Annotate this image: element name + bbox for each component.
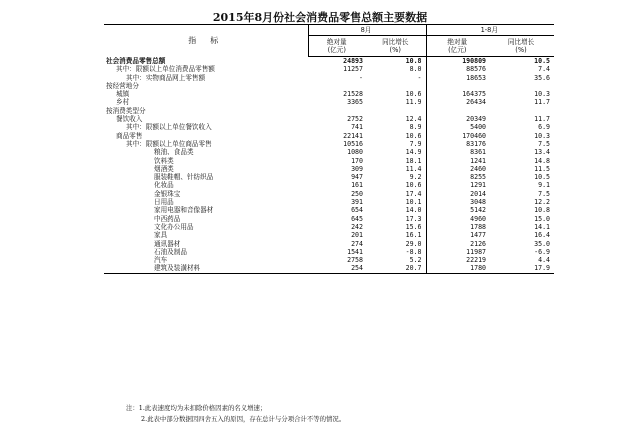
ytd-abs-value: 11987	[466, 247, 487, 256]
footnote-1: 注：1.此表速度均为未扣除价格因素的名义增速；	[126, 404, 267, 412]
table-row	[104, 90, 554, 98]
aug-growth-value	[367, 82, 426, 90]
growth-header-ytd: 同比增长 (%)	[490, 36, 554, 57]
aug-abs-value: 242	[351, 222, 363, 231]
ytd-abs-value: 83176	[466, 139, 487, 148]
ytd-abs-value	[426, 82, 490, 90]
table-row	[104, 74, 554, 82]
aug-abs-value: 391	[351, 198, 363, 207]
table-row	[104, 198, 554, 206]
ytd-abs-value: 190809	[462, 57, 487, 65]
row-label: 餐饮收入	[116, 115, 143, 124]
ytd-abs-value: 2460	[470, 164, 487, 173]
aug-abs-value: 947	[351, 173, 363, 182]
ytd-growth-value: 17.9	[490, 264, 554, 273]
aug-growth-value: 17.4	[367, 190, 426, 198]
aug-abs-value: 250	[351, 189, 363, 198]
table-row	[104, 82, 554, 90]
footnotes	[126, 403, 345, 425]
ytd-abs-value: 8361	[470, 148, 487, 157]
ytd-growth-value: -6.9	[534, 247, 551, 256]
aug-abs-value: 2758	[347, 256, 363, 265]
row-label: 烟酒类	[154, 164, 174, 173]
aug-growth-value: 8.0	[367, 65, 426, 73]
ytd-abs-value: 2014	[470, 189, 487, 198]
table-row	[104, 65, 554, 73]
aug-growth-value: 8.9	[367, 123, 426, 131]
row-label: 其中：限额以上单位消费品零售额	[116, 65, 215, 74]
row-label: 其中：限额以上单位餐饮收入	[126, 123, 212, 132]
row-label: 社会消费品零售总额	[106, 56, 166, 65]
table-row	[104, 240, 554, 248]
table-row	[104, 248, 554, 256]
aug-growth-value: 17.3	[367, 215, 426, 223]
aug-abs-value: 3365	[347, 98, 363, 107]
aug-abs-value: 22141	[343, 131, 363, 140]
retail-sales-table	[104, 24, 554, 274]
aug-growth-value: -8.8	[367, 248, 426, 256]
indicator-header: 指 标	[104, 25, 308, 57]
ytd-growth-value: 10.5	[534, 57, 551, 65]
jan-aug-header: 1-8月	[426, 25, 554, 36]
ytd-abs-value: 88576	[466, 65, 487, 74]
table-row	[104, 148, 554, 156]
ytd-abs-value: 20349	[466, 115, 487, 124]
ytd-growth-value: 9.1	[538, 181, 551, 190]
ytd-growth-value: 35.6	[534, 73, 551, 82]
ytd-growth-value: 7.5	[538, 189, 551, 198]
ytd-growth-value	[490, 82, 554, 90]
ytd-abs-value: 8255	[470, 173, 487, 182]
aug-growth-value: 11.4	[367, 165, 426, 173]
table-row	[104, 256, 554, 264]
row-label: 日用品	[154, 198, 174, 207]
row-label: 金银珠宝	[154, 189, 181, 198]
row-label: 乡村	[116, 98, 130, 107]
aug-growth-value: 10.6	[367, 132, 426, 140]
ytd-growth-value	[490, 107, 554, 115]
ytd-growth-value: 7.4	[538, 65, 551, 74]
aug-abs-value: 274	[351, 239, 363, 248]
aug-abs-value: 161	[351, 181, 363, 190]
ytd-abs-value: 3048	[470, 198, 487, 207]
table-row	[104, 57, 554, 66]
table-row	[104, 98, 554, 106]
abs-header-ytd: 绝对量 (亿元)	[426, 36, 490, 57]
aug-growth-value	[367, 107, 426, 115]
aug-abs-value: 2752	[347, 115, 363, 124]
aug-abs-value	[308, 82, 367, 90]
aug-growth-value: 10.1	[367, 198, 426, 206]
table-title: 2015年8月份社会消费品零售总额主要数据	[212, 11, 428, 24]
table-row	[104, 165, 554, 173]
table-row	[104, 107, 554, 115]
aug-growth-value: 5.2	[367, 256, 426, 264]
growth-header-aug: 同比增长 (%)	[367, 36, 426, 57]
ytd-growth-value: 6.9	[538, 123, 551, 132]
ytd-abs-value: 1788	[470, 222, 487, 231]
ytd-growth-value: 13.4	[534, 148, 551, 157]
aug-abs-value: 654	[351, 206, 363, 215]
table-row	[104, 173, 554, 181]
aug-abs-value	[308, 107, 367, 115]
aug-abs-value: 1080	[347, 148, 363, 157]
row-label: 商品零售	[116, 131, 143, 140]
aug-growth-value: 14.0	[367, 206, 426, 214]
table-row	[104, 123, 554, 131]
ytd-growth-value: 11.7	[534, 98, 551, 107]
row-label: 其中：限额以上单位商品零售	[126, 139, 212, 148]
aug-growth-value: 29.0	[367, 240, 426, 248]
ytd-abs-value: 26434	[466, 98, 487, 107]
ytd-abs-value: 164375	[462, 90, 487, 99]
row-label: 饮料类	[154, 156, 174, 165]
ytd-abs-value: 4960	[470, 214, 487, 223]
row-label: 按消费类型分	[106, 106, 146, 115]
aug-abs-value: -	[359, 73, 363, 82]
aug-abs-value: 21528	[343, 90, 363, 99]
ytd-growth-value: 12.2	[534, 198, 551, 207]
row-label: 汽车	[154, 256, 168, 265]
row-label: 石油及制品	[154, 247, 187, 256]
aug-abs-value: 1541	[347, 247, 363, 256]
abs-header-aug: 绝对量 (亿元)	[308, 36, 367, 57]
row-label: 文化办公用品	[154, 222, 194, 231]
row-label: 家具	[154, 231, 168, 240]
aug-growth-value: 18.1	[367, 157, 426, 165]
aug-abs-value: 741	[351, 123, 363, 132]
table-row	[104, 181, 554, 189]
aug-abs-value: 10516	[343, 139, 363, 148]
row-label: 建筑及装潢材料	[104, 264, 308, 273]
ytd-abs-value	[426, 107, 490, 115]
row-label: 其中：实物商品网上零售额	[126, 73, 206, 82]
aug-abs-value: 254	[308, 264, 367, 273]
ytd-growth-value: 10.8	[534, 206, 551, 215]
row-label: 服装鞋帽、针纺织品	[154, 173, 214, 182]
aug-growth-value: 9.2	[367, 173, 426, 181]
table-row	[104, 223, 554, 231]
ytd-growth-value: 7.5	[538, 139, 551, 148]
ytd-abs-value: 1291	[470, 181, 487, 190]
table-body	[104, 57, 554, 274]
row-label: 粮油、食品类	[154, 148, 194, 157]
aug-growth-value: 16.1	[367, 231, 426, 239]
row-label: 化妆品	[154, 181, 174, 190]
ytd-growth-value: 10.3	[534, 90, 551, 99]
ytd-growth-value: 15.0	[534, 214, 551, 223]
table-row	[104, 132, 554, 140]
ytd-growth-value: 4.4	[538, 256, 551, 265]
aug-growth-value: 10.8	[367, 57, 426, 66]
ytd-growth-value: 16.4	[534, 231, 551, 240]
table-row	[104, 264, 554, 273]
table-row	[104, 115, 554, 123]
aug-growth-value: 10.6	[367, 181, 426, 189]
august-header: 8月	[308, 25, 426, 36]
row-label: 家用电器和音像器材	[154, 206, 214, 215]
ytd-abs-value: 170460	[462, 131, 487, 140]
ytd-abs-value: 1477	[470, 231, 487, 240]
ytd-abs-value: 2126	[470, 239, 487, 248]
ytd-abs-value: 22219	[466, 256, 487, 265]
ytd-growth-value: 14.1	[534, 222, 551, 231]
aug-abs-value: 11257	[343, 65, 363, 74]
table-row	[104, 215, 554, 223]
table-row	[104, 140, 554, 148]
aug-growth-value: 14.9	[367, 148, 426, 156]
ytd-growth-value: 14.8	[534, 156, 551, 165]
row-label: 通讯器材	[154, 239, 181, 248]
ytd-abs-value: 1241	[470, 156, 487, 165]
ytd-abs-value: 1780	[426, 264, 490, 273]
table-row	[104, 206, 554, 214]
aug-growth-value: 7.9	[367, 140, 426, 148]
ytd-abs-value: 5142	[470, 206, 487, 215]
table-row	[104, 190, 554, 198]
ytd-growth-value: 35.0	[534, 239, 551, 248]
aug-growth-value: 15.6	[367, 223, 426, 231]
row-label: 中西药品	[154, 214, 181, 223]
ytd-abs-value: 5400	[470, 123, 487, 132]
row-label: 按经营地分	[106, 81, 139, 90]
aug-abs-value: 24893	[343, 57, 363, 65]
aug-abs-value: 170	[351, 156, 363, 165]
aug-abs-value: 645	[351, 214, 363, 223]
ytd-growth-value: 10.5	[534, 173, 551, 182]
table-row	[104, 157, 554, 165]
aug-growth-value: 12.4	[367, 115, 426, 123]
aug-growth-value: 11.9	[367, 98, 426, 106]
ytd-growth-value: 11.7	[534, 115, 551, 124]
ytd-growth-value: 10.3	[534, 131, 551, 140]
aug-growth-value: 20.7	[367, 264, 426, 273]
aug-growth-value: 10.6	[367, 90, 426, 98]
footnote-2: 2.此表中部分数据因四舍五入的原因，存在总计与分项合计不等的情况。	[141, 415, 346, 423]
row-label: 城镇	[116, 90, 130, 99]
aug-abs-value: 309	[351, 164, 363, 173]
ytd-growth-value: 11.5	[534, 164, 551, 173]
aug-abs-value: 201	[351, 231, 363, 240]
ytd-abs-value: 18653	[466, 73, 487, 82]
table-row	[104, 231, 554, 239]
aug-growth-value: -	[367, 74, 426, 82]
